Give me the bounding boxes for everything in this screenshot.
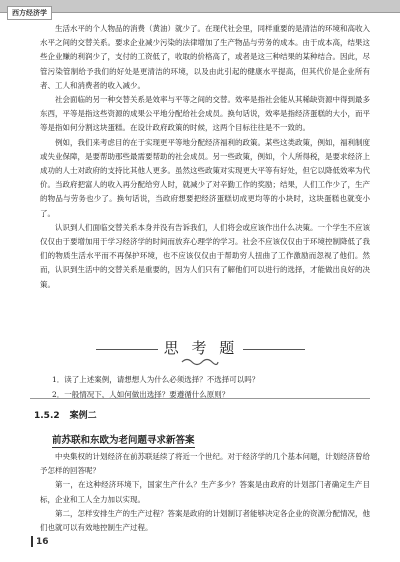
case-number: 1.5.2 [34,411,60,421]
question-item: 2．一般情况下，人如何做出选择？要遵循什么原则？ [52,390,230,399]
think-section-header [0,329,400,369]
page-number-bar [31,536,33,547]
page-number-text: 16 [36,537,49,547]
body-paragraph: 例如，我们来考虑目的在于实现更平等地分配经济福利的政策。某些这类政策，例如，福利制度或失业保障，是要帮助那些最需要帮助的社会成员。另一些政策，例如，个人所得税，是要求经济上成功的人士对政府的支持比其他人更多。虽然这些政策对实现更大平等有好处，但它以降低效率为代价。当政府把富人的收入再分配给穷人时，就减少了对辛勤工作的奖励；结果，人们工作少了，生产的物品与劳务也少了。换句话说，当政府想要把经济蛋糕切成更均等的小块时，这块蛋糕也就变小了。 [40,137,370,218]
book-title: 西方经济学 [7,6,52,20]
decorative-line-left [96,349,158,350]
body-paragraph: 社会面临的另一种交替关系是效率与平等之间的交替。效率是指社会能从其稀缺资源中得到最多东西，平等是指这些资源的成果公平地分配给社会成员。换句话说，效率是指经济蛋糕的大小，而平等是指如何分割这块蛋糕。在设计政府政策的时候，这两个目标往往是不一致的。 [40,95,370,133]
case-body [40,450,370,535]
section-divider [30,398,370,399]
body-paragraph: 生活水平的个人物品的消费（黄油）就少了。在现代社会里，同样重要的是清洁的环境和高收入水平之间的交替关系。要求企业减少污染的法律增加了生产物品与劳务的成本。由于成本高，结果这些企业赚的利润少了，支付的工资低了，收取的价格高了，或者是这三种结果的某种结合。因此，尽管污染管制给予我们的好处是更清洁的环境，以及由此引起的健康水平提高，但其代价是企业所有者、工人和消费者的收入减少。 [40,24,370,90]
wave-ornament-icon [180,357,220,367]
case-paragraph: 第一，在这种经济环境下，国家生产什么？生产多少？答案是由政府的计划部门者确定生产目标，企业和工人全力加以实现。 [40,480,370,504]
case-title: 案例二 [69,411,97,421]
page-number [31,536,49,547]
case-paragraph: 第二，怎样安排生产的生产过程？答案是政府的计划制订者能够决定各企业的资源分配情况，他们也就可以有效地控制生产过程。 [40,508,370,533]
case-paragraph: 中央集权的计划经济在前苏联延续了将近一个世纪。对于经济学的几个基本问题，计划经济曾给予怎样的回答呢？ [40,452,370,476]
question-item: 1．读了上述案例，请想想人为什么必须选择？不选择可以吗？ [52,375,260,384]
body-paragraph: 认识到人们面临交替关系本身并没有告诉我们，人们将会或应该作出什么决策。一个学生不应该仅仅由于要增加用于学习经济学的时间而放弃心理学的学习。社会不应该仅仅由于环境控制降低了我们的物质生活水平而不再保护环境，也不应该仅仅由于帮助穷人扭曲了工作激励而忽视了他们。然而，认识到生活中的交替关系是重要的，因为人们只有了解他们可以进行的选择，才能做出良好的决策。 [40,222,370,289]
case-subtitle: 前苏联和东欧为老问题寻求新答案 [52,432,195,448]
header-bar [0,0,400,13]
case-heading [34,408,97,421]
body-text [40,22,370,292]
think-title: 思 考 题 [163,339,239,357]
decorative-line-right [243,349,305,350]
